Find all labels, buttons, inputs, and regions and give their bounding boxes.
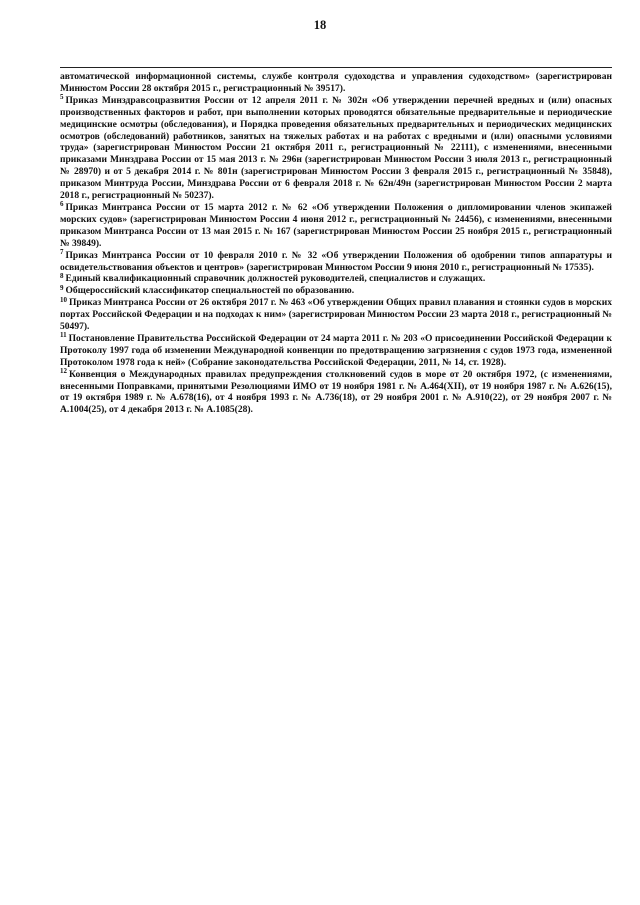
footnote-11 — [60, 333, 612, 369]
footnote-text: Общероссийский классификатор специальностей по образованию. — [65, 285, 355, 297]
footnote-marker: 7 — [60, 248, 64, 257]
footnote-marker: 10 — [60, 295, 67, 304]
footnote-5 — [60, 95, 612, 202]
footnote-text: Постановление Правительства Российской Федерации от 24 марта 2011 г. № 203 «О присоединении Российской Федерации к Протоколу 1997 года об изменении Международной конвенции по предотвращению загрязнения с судов 1973 года, измененной Протоколом 1978 года к ней» (Собрание законодательства Российской Федерации, 2011, № 14, ст. 1928). — [60, 332, 612, 368]
footnote-12 — [60, 369, 612, 417]
footnote-9 — [60, 285, 612, 297]
footnote-marker: 6 — [60, 200, 64, 209]
footnote-marker: 8 — [60, 271, 64, 280]
footnote-continuation — [60, 71, 612, 95]
footnote-8 — [60, 273, 612, 285]
footnote-marker: 5 — [60, 93, 64, 102]
footnote-text: Приказ Минтранса России от 10 февраля 2010 г. № 32 «Об утверждении Положения об одобрении типов аппаратуры и освидетельствования объектов и центров» (зарегистрирован Минюстом России 9 июня 2010 г., регистрационный № 17535). — [60, 249, 612, 273]
footnote-text: Конвенция о Международных правилах предупреждения столкновений судов в море от 20 октября 1972, (с изменениями, внесенными Поправками, принятыми Резолюциями ИМО от 19 ноября 1981 г. № A.464(XII), от 19 ноября 1987 г. № A.626(15), от 19 октября 1989 г. № A.678(16), от 4 ноября 1993 г. № A.736(18), от 29 ноября 2001 г. № A.910(22), от 29 ноября 2007 г. № A.1004(25), от 4 декабря 2013 г. № A.1085(28). — [60, 368, 612, 416]
footnote-marker: 12 — [60, 367, 67, 376]
footnote-text: Приказ Минтранса России от 15 марта 2012 г. № 62 «Об утверждении Положения о дипломировании членов экипажей морских судов» (зарегистрирован Минюстом России 4 июня 2012 г., регистрационный № 24456), с изменениями, внесенными приказом Минтранса России от 13 мая 2015 г. № 167 (зарегистрирован Минюстом России 25 ноября 2015 г., регистрационный № 39849). — [60, 201, 612, 249]
footnote-marker: 9 — [60, 283, 64, 292]
footnote-text: Приказ Минздравсоцразвития России от 12 апреля 2011 г. № 302н «Об утверждении перечней вредных и (или) опасных производственных факторов и работ, при выполнении которых проводятся обязательные предварительные и периодические медицинские осмотры (обследования), и Порядка проведения обязательных предварительных и периодических медицинских осмотров (обследований) работников, занятых на тяжелых работах и на работах с вредными и (или) опасными условиями труда» (зарегистрирован Минюстом России 21 октября 2011 г., регистрационный № 22111), с изменениями, внесенными приказами Минздрава России от 15 мая 2013 г. № 296н (зарегистрирован Минюстом России 3 июля 2013 г., регистрационный № 28970) и от 5 декабря 2014 г. № 801н (зарегистрирован Минюстом России 3 февраля 2015 г., регистрационный № 35848), приказом Минтруда России, Минздрава России от 6 февраля 2018 г. № 62н/49н (зарегистрирован Минюстом России 2 марта 2018 г., регистрационный № 50237). — [60, 94, 612, 202]
footnotes-section — [60, 71, 612, 416]
footnote-text: Приказ Минтранса России от 26 октября 2017 г. № 463 «Об утверждении Общих правил плавания и стоянки судов в морских портах Российской Федерации и на подходах к ним» (зарегистрирован Минюстом России 23 марта 2018 г., регистрационный № 50497). — [60, 297, 612, 333]
footnote-6 — [60, 202, 612, 250]
footnote-text: Единый квалификационный справочник должностей руководителей, специалистов и служащих. — [65, 273, 486, 285]
footnote-text: автоматической информационной системы, службе контроля судоходства и управления судоходством» (зарегистрирован Минюстом России 28 октября 2015 г., регистрационный № 39517). — [60, 71, 612, 94]
page-number: 18 — [313, 18, 327, 32]
footnote-10 — [60, 297, 612, 333]
footnote-7 — [60, 250, 612, 274]
footnote-separator — [60, 67, 612, 68]
footnote-marker: 11 — [60, 331, 67, 340]
